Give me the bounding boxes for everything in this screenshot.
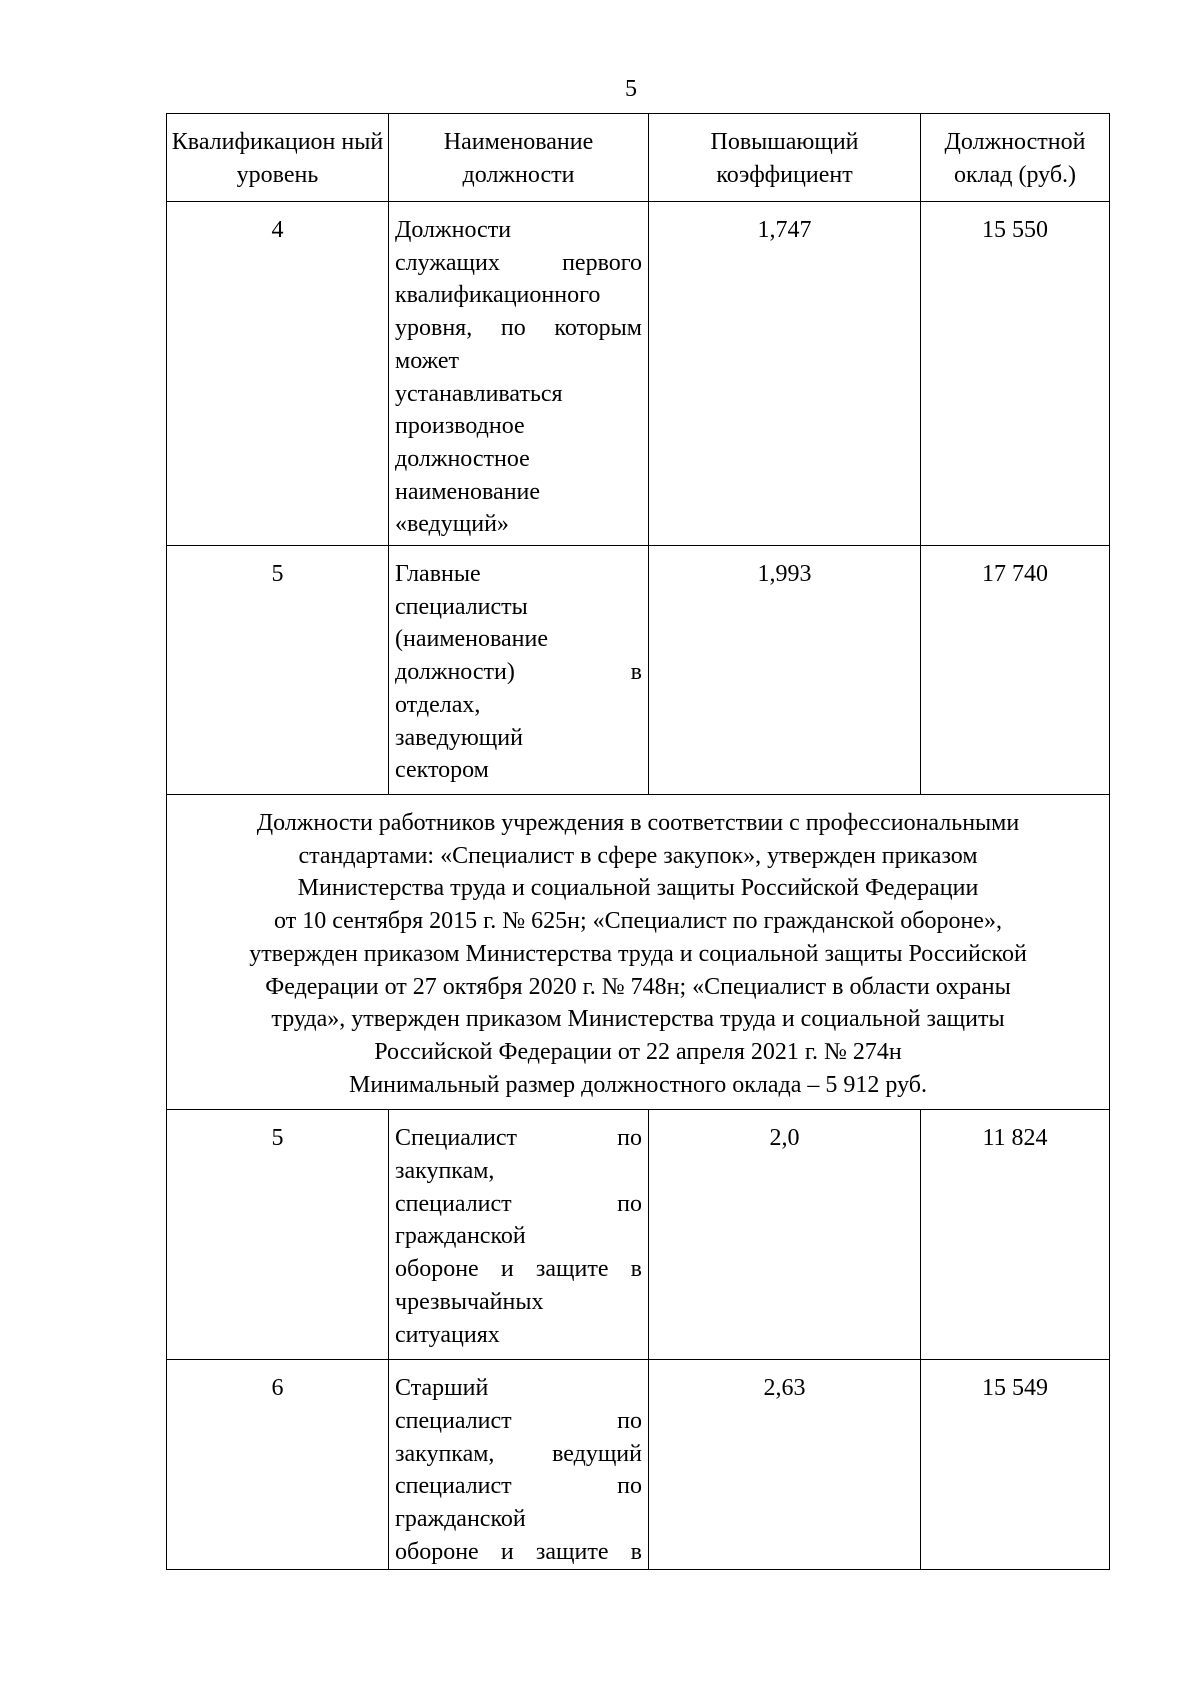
position-line: устанавливаться xyxy=(395,380,563,407)
section-line: утвержден приказом Министерства труда и социальной защиты Российской xyxy=(249,940,1027,967)
section-header-row xyxy=(167,795,1110,1110)
position-cell xyxy=(389,1110,649,1360)
position-line: специалист по xyxy=(395,1473,642,1500)
table-row xyxy=(167,1110,1110,1360)
coefficient-cell: 2,0 xyxy=(649,1110,921,1360)
header-salary: Должностной оклад (руб.) xyxy=(921,114,1110,202)
position-line: служащих первого xyxy=(395,249,642,276)
section-line: Минимальный размер должностного оклада – 5 912 руб. xyxy=(349,1071,927,1098)
table-row xyxy=(167,1360,1110,1569)
position-line: гражданской xyxy=(395,1223,526,1250)
section-description xyxy=(167,795,1110,1110)
position-line: специалист по xyxy=(395,1190,642,1217)
section-line: труда», утвержден приказом Министерства труда и социальной защиты xyxy=(271,1006,1005,1033)
salary-cell: 15 550 xyxy=(921,202,1110,546)
position-line: чрезвычайных xyxy=(395,1288,544,1315)
section-line: стандартами: «Специалист в сфере закупок», утвержден приказом xyxy=(298,842,978,869)
salary-cell: 15 549 xyxy=(921,1360,1110,1569)
position-line: закупкам, ведущий xyxy=(395,1440,642,1467)
position-line: «ведущий» xyxy=(395,511,509,538)
position-line: Главные xyxy=(395,561,481,587)
coefficient-cell: 1,747 xyxy=(649,202,921,546)
position-line: наименование xyxy=(395,478,541,505)
position-line: специалисты xyxy=(395,593,528,620)
position-line: специалист по xyxy=(395,1408,642,1435)
position-line: обороне и защите в xyxy=(395,1538,642,1565)
section-line: от 10 сентября 2015 г. № 625н; «Специалист по гражданской обороне», xyxy=(274,908,1002,935)
position-line: гражданской xyxy=(395,1506,526,1533)
table-row xyxy=(167,202,1110,546)
position-line: заведующий xyxy=(395,724,523,751)
position-cell xyxy=(389,546,649,795)
position-cell xyxy=(389,1360,649,1569)
position-line: уровня, по которым xyxy=(395,315,642,342)
position-line: обороне и защите в xyxy=(395,1256,642,1283)
position-line: Должности xyxy=(395,217,512,243)
position-line: может xyxy=(395,347,459,374)
salary-cell: 17 740 xyxy=(921,546,1110,795)
header-position-name: Наименование должности xyxy=(389,114,649,202)
level-cell: 5 xyxy=(167,1110,389,1360)
level-cell: 6 xyxy=(167,1360,389,1569)
section-line: Российской Федерации от 22 апреля 2021 г. № 274н xyxy=(374,1038,902,1065)
table-header-row xyxy=(167,114,1110,202)
position-line: ситуациях xyxy=(395,1321,500,1348)
header-qualification-level: Квалификацион ный уровень xyxy=(167,114,389,202)
page-number: 5 xyxy=(625,76,637,102)
position-line: квалификационного xyxy=(395,282,601,309)
section-line: Федерации от 27 октября 2020 г. № 748н; «Специалист в области охраны xyxy=(265,973,1011,1000)
table-row xyxy=(167,546,1110,795)
position-line: должностное xyxy=(395,445,530,472)
position-line: отделах, xyxy=(395,691,481,718)
position-line: (наименование xyxy=(395,626,549,653)
position-line: должности) в xyxy=(395,659,642,686)
position-line: Старший xyxy=(395,1375,489,1402)
position-cell xyxy=(389,202,649,546)
header-coefficient: Повышающий коэффициент xyxy=(649,114,921,202)
coefficient-cell: 1,993 xyxy=(649,546,921,795)
section-line: Министерства труда и социальной защиты Российской Федерации xyxy=(297,875,979,902)
level-cell: 4 xyxy=(167,202,389,546)
salary-table xyxy=(166,113,1110,1570)
position-line: сектором xyxy=(395,757,489,784)
salary-cell: 11 824 xyxy=(921,1110,1110,1360)
section-line: Должности работников учреждения в соответствии с профессиональными xyxy=(256,810,1020,836)
position-line: производное xyxy=(395,413,525,440)
level-cell: 5 xyxy=(167,546,389,795)
position-line: закупкам, xyxy=(395,1158,495,1185)
position-line: Специалист по xyxy=(395,1125,642,1152)
coefficient-cell: 2,63 xyxy=(649,1360,921,1569)
